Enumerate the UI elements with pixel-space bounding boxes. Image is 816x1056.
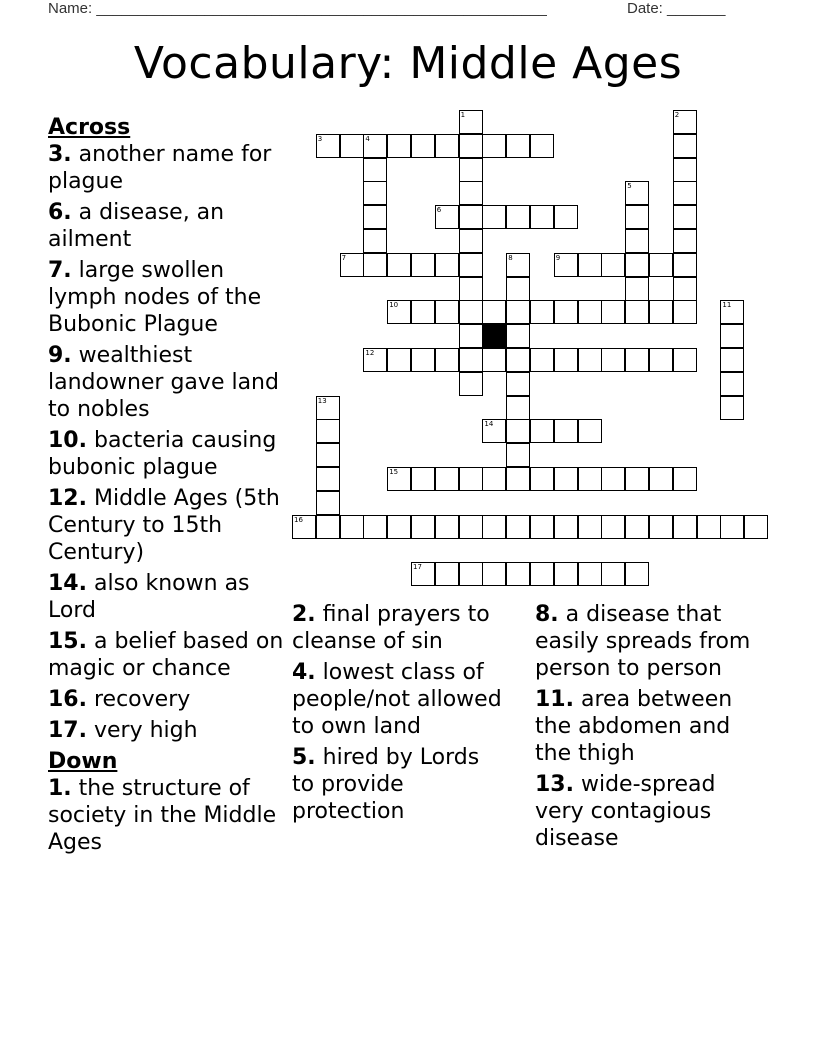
grid-cell[interactable]: [435, 205, 459, 229]
grid-cell[interactable]: [411, 515, 435, 539]
grid-cell[interactable]: [459, 229, 483, 253]
grid-cell[interactable]: [387, 134, 411, 158]
down-heading: Down: [48, 749, 118, 774]
clue-column-2: [292, 601, 506, 829]
grid-cell[interactable]: [625, 277, 649, 301]
grid-cell[interactable]: [673, 277, 697, 301]
grid-cell[interactable]: [506, 277, 530, 301]
grid-cell[interactable]: [316, 396, 340, 420]
grid-black-square: [482, 324, 506, 348]
grid-cell[interactable]: [649, 300, 673, 324]
grid-cell[interactable]: [482, 348, 506, 372]
grid-cell[interactable]: [601, 515, 625, 539]
header: [48, 0, 748, 20]
grid-cell[interactable]: [387, 467, 411, 491]
grid-cell[interactable]: [649, 515, 673, 539]
grid-cell[interactable]: [554, 515, 578, 539]
grid-cell[interactable]: [435, 515, 459, 539]
grid-cell[interactable]: [673, 467, 697, 491]
grid-cell[interactable]: [673, 205, 697, 229]
grid-cell-number: 9: [555, 253, 561, 262]
grid-cell[interactable]: [459, 372, 483, 396]
grid-cell[interactable]: [720, 515, 744, 539]
grid-cell[interactable]: [601, 253, 625, 277]
grid-cell[interactable]: [673, 181, 697, 205]
clue-across-3: 3. another name for plague: [48, 142, 272, 194]
grid-cell[interactable]: [411, 467, 435, 491]
grid-cell[interactable]: [340, 134, 364, 158]
grid-cell[interactable]: [506, 515, 530, 539]
grid-cell[interactable]: [435, 134, 459, 158]
grid-cell-number: 4: [365, 134, 370, 143]
grid-cell[interactable]: [506, 467, 530, 491]
grid-cell[interactable]: [411, 562, 435, 586]
grid-cell[interactable]: [601, 300, 625, 324]
grid-cell[interactable]: [387, 515, 411, 539]
grid-cell[interactable]: [625, 181, 649, 205]
clue-across-6: 6. a disease, an ailment: [48, 200, 225, 252]
grid-cell-number: 7: [341, 253, 347, 262]
grid-cell[interactable]: [625, 253, 649, 277]
grid-cell[interactable]: [673, 348, 697, 372]
grid-cell[interactable]: [506, 396, 530, 420]
grid-cell[interactable]: [363, 205, 387, 229]
grid-cell[interactable]: [459, 515, 483, 539]
grid-cell[interactable]: [482, 562, 506, 586]
grid-cell[interactable]: [363, 134, 387, 158]
grid-cell[interactable]: [340, 253, 364, 277]
grid-cell[interactable]: [459, 134, 483, 158]
grid-cell[interactable]: [554, 348, 578, 372]
grid-cell[interactable]: [316, 515, 340, 539]
grid-cell[interactable]: [530, 300, 554, 324]
grid-cell[interactable]: [363, 253, 387, 277]
grid-cell-number: 14: [484, 420, 494, 429]
across-heading: Across: [48, 115, 131, 140]
grid-cell[interactable]: [506, 419, 530, 443]
grid-cell[interactable]: [744, 515, 768, 539]
clue-column-3: [535, 601, 765, 856]
grid-cell[interactable]: [506, 253, 530, 277]
grid-cell[interactable]: [720, 396, 744, 420]
grid-cell[interactable]: [387, 300, 411, 324]
grid-cell[interactable]: [292, 515, 316, 539]
grid-cell[interactable]: [673, 158, 697, 182]
grid-cell[interactable]: [625, 300, 649, 324]
grid-cell[interactable]: [411, 348, 435, 372]
grid-cell[interactable]: [530, 205, 554, 229]
grid-cell[interactable]: [673, 300, 697, 324]
grid-cell[interactable]: [316, 134, 340, 158]
clue-across-9: 9. wealthiest landowner gave land to nobles: [48, 343, 279, 422]
grid-cell[interactable]: [578, 467, 602, 491]
grid-cell[interactable]: [554, 467, 578, 491]
clue-down-8: 8. a disease that easily spreads from person to person: [535, 602, 751, 681]
grid-cell[interactable]: [554, 562, 578, 586]
grid-cell[interactable]: [673, 134, 697, 158]
grid-cell[interactable]: [506, 134, 530, 158]
grid-cell[interactable]: [601, 348, 625, 372]
grid-cell-number: 15: [389, 468, 399, 476]
grid-cell[interactable]: [673, 253, 697, 277]
grid-cell[interactable]: [673, 110, 697, 134]
grid-cell-number: 1: [460, 111, 466, 119]
grid-cell[interactable]: [697, 515, 721, 539]
grid-cell[interactable]: [554, 419, 578, 443]
clue-across-7: 7. large swollen lymph nodes of the Bubonic Plague: [48, 258, 262, 337]
grid-cell[interactable]: [459, 467, 483, 491]
name-field-label: Name: ______________________________________________________: [48, 0, 547, 17]
grid-cell[interactable]: [578, 419, 602, 443]
grid-cell[interactable]: [363, 181, 387, 205]
clue-down-4: 4. lowest class of people/not allowed to own land: [292, 660, 502, 739]
grid-cell[interactable]: [530, 419, 554, 443]
grid-cell[interactable]: [411, 253, 435, 277]
grid-cell-number: 8: [508, 253, 513, 262]
clue-across-17: 17. very high: [48, 718, 198, 743]
grid-cell[interactable]: [625, 467, 649, 491]
grid-cell[interactable]: [411, 134, 435, 158]
clue-across-16: 16. recovery: [48, 687, 191, 712]
grid-cell-number: 16: [294, 515, 303, 524]
grid-cell[interactable]: [459, 324, 483, 348]
clue-down-2: 2. final prayers to cleanse of sin: [292, 602, 490, 654]
grid-cell[interactable]: [530, 467, 554, 491]
grid-cell[interactable]: [459, 181, 483, 205]
grid-cell[interactable]: [435, 253, 459, 277]
grid-cell[interactable]: [387, 348, 411, 372]
grid-cell-number: 3: [317, 134, 323, 143]
grid-cell[interactable]: [482, 134, 506, 158]
grid-cell[interactable]: [316, 467, 340, 491]
grid-cell[interactable]: [506, 443, 530, 467]
grid-cell[interactable]: [649, 253, 673, 277]
grid-cell-number: 11: [722, 301, 732, 310]
grid-cell-number: 5: [627, 182, 632, 191]
grid-cell[interactable]: [506, 300, 530, 324]
grid-cell[interactable]: [435, 467, 459, 491]
grid-cell[interactable]: [625, 562, 649, 586]
grid-cell[interactable]: [316, 443, 340, 467]
grid-cell[interactable]: [459, 562, 483, 586]
grid-cell[interactable]: [363, 229, 387, 253]
grid-cell[interactable]: [506, 372, 530, 396]
grid-cell[interactable]: [506, 324, 530, 348]
grid-cell-number: 13: [317, 396, 327, 405]
grid-cell[interactable]: [482, 515, 506, 539]
grid-cell[interactable]: [673, 229, 697, 253]
grid-cell-number: 2: [674, 111, 680, 119]
grid-cell[interactable]: [720, 324, 744, 348]
grid-cell[interactable]: [530, 562, 554, 586]
clue-down-13: 13. wide-spread very contagious disease: [535, 772, 716, 851]
grid-cell[interactable]: [625, 515, 649, 539]
clue-column-1: [48, 114, 286, 860]
grid-cell[interactable]: [363, 158, 387, 182]
grid-cell[interactable]: [578, 562, 602, 586]
clue-down-5: 5. hired by Lords to provide protection: [292, 745, 480, 824]
grid-cell[interactable]: [363, 348, 387, 372]
grid-cell[interactable]: [649, 348, 673, 372]
grid-cell[interactable]: [720, 300, 744, 324]
grid-cell[interactable]: [720, 348, 744, 372]
clue-across-10: 10. bacteria causing bubonic plague: [48, 428, 277, 480]
clue-across-12: 12. Middle Ages (5th Century to 15th Century): [48, 486, 280, 565]
grid-cell[interactable]: [411, 300, 435, 324]
clue-down-1: 1. the structure of society in the Middle Ages: [48, 776, 277, 855]
grid-cell[interactable]: [459, 205, 483, 229]
grid-cell[interactable]: [435, 300, 459, 324]
grid-cell-number: 6: [436, 206, 442, 215]
grid-cell[interactable]: [316, 491, 340, 515]
grid-cell[interactable]: [625, 229, 649, 253]
grid-cell[interactable]: [720, 372, 744, 396]
grid-cell[interactable]: [340, 515, 364, 539]
grid-cell[interactable]: [554, 300, 578, 324]
grid-cell[interactable]: [530, 348, 554, 372]
grid-cell[interactable]: [530, 515, 554, 539]
grid-cell[interactable]: [459, 158, 483, 182]
grid-cell[interactable]: [506, 562, 530, 586]
grid-cell[interactable]: [482, 300, 506, 324]
grid-cell[interactable]: [625, 348, 649, 372]
grid-cell-number: 12: [365, 349, 375, 357]
grid-cell[interactable]: [316, 419, 340, 443]
page-title: Vocabulary: Middle Ages: [133, 38, 683, 89]
grid-cell[interactable]: [601, 562, 625, 586]
grid-cell[interactable]: [482, 205, 506, 229]
clue-down-11: 11. area between the abdomen and the thigh: [535, 687, 733, 766]
grid-cell[interactable]: [578, 253, 602, 277]
grid-cell[interactable]: [554, 205, 578, 229]
grid-cell[interactable]: [482, 467, 506, 491]
grid-cell[interactable]: [459, 348, 483, 372]
grid-cell-number: 17: [413, 563, 422, 572]
grid-cell-number: 10: [389, 301, 399, 310]
grid-cell[interactable]: [363, 515, 387, 539]
grid-cell[interactable]: [387, 253, 411, 277]
grid-cell[interactable]: [673, 515, 697, 539]
grid-cell[interactable]: [601, 467, 625, 491]
grid-cell[interactable]: [459, 253, 483, 277]
grid-cell[interactable]: [625, 205, 649, 229]
grid-cell[interactable]: [554, 253, 578, 277]
grid-cell[interactable]: [435, 562, 459, 586]
date-field-label: Date: _______: [627, 0, 726, 17]
grid-cell[interactable]: [506, 205, 530, 229]
grid-cell[interactable]: [530, 134, 554, 158]
grid-cell[interactable]: [482, 419, 506, 443]
clue-across-14: 14. also known as Lord: [48, 571, 250, 623]
grid-cell[interactable]: [459, 110, 483, 134]
grid-cell[interactable]: [459, 277, 483, 301]
grid-cell[interactable]: [435, 348, 459, 372]
grid-cell[interactable]: [578, 300, 602, 324]
grid-cell[interactable]: [578, 348, 602, 372]
grid-cell[interactable]: [578, 515, 602, 539]
clue-across-15: 15. a belief based on magic or chance: [48, 629, 284, 681]
grid-cell[interactable]: [506, 348, 530, 372]
grid-cell[interactable]: [459, 300, 483, 324]
grid-cell[interactable]: [649, 467, 673, 491]
